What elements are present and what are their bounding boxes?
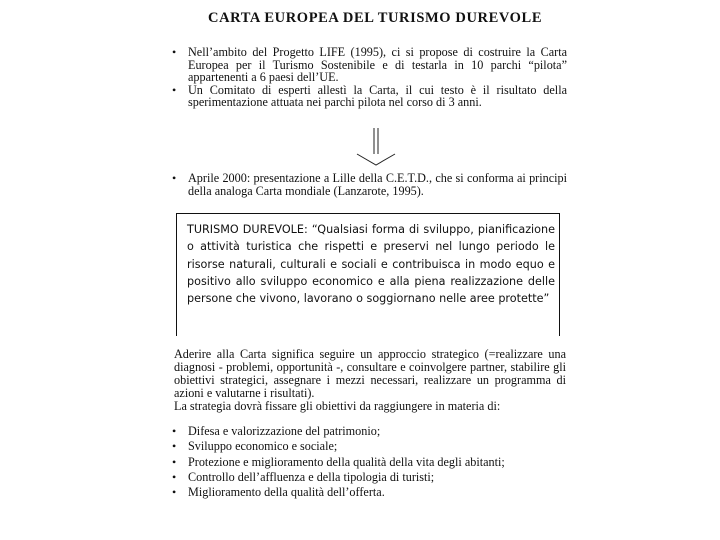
definition-box: TURISMO DUREVOLE: “Qualsiasi forma di sviluppo, pianificazione o attività turistica che rispetti e preservi nel lungo periodo le risorse naturali, culturali e sociali e contribuisca in modo equo e positivo allo sviluppo economico e alla piena realizzazione delle persone che vivono, lavorano o soggiornano nelle aree protette” <box>176 213 560 336</box>
objectives-list <box>172 424 567 500</box>
list-item: • Difesa e valorizzazione del patrimonio; <box>172 424 567 439</box>
strategy-intro: La strategia dovrà fissare gli obiettivi da raggiungere in materia di: <box>174 398 501 413</box>
presentation-bullet-list <box>172 172 567 197</box>
strategy-text: Aderire alla Carta significa seguire un approccio strategico (=realizzare una diagnosi - problemi, opportunità -, consultare e coinvolgere partner, stabilire gli obiettivi strategici, assegnare i mezzi necessari, realizzare un programma di azioni e valutarne i risultati). <box>174 347 566 400</box>
list-item: • Miglioramento della qualità dell’offerta. <box>172 485 567 500</box>
strategy-paragraph <box>174 348 566 413</box>
list-item: • Sviluppo economico e sociale; <box>172 439 567 454</box>
list-item: • Aprile 2000: presentazione a Lille della C.E.T.D., che si conforma ai principi della analoga Carta mondiale (Lanzarote, 1995). <box>172 172 567 197</box>
down-arrow-icon <box>355 128 397 170</box>
document-title: CARTA EUROPEA DEL TURISMO DUREVOLE <box>208 10 543 26</box>
intro-bullet-list <box>172 46 567 109</box>
list-item: • Nell’ambito del Progetto LIFE (1995), ci si propose di costruire la Carta Europea per il Turismo Sostenibile e di testarla in 10 parchi “pilota” appartenenti a 6 paesi dell’UE. <box>172 46 567 84</box>
list-item: • Protezione e miglioramento della qualità della vita degli abitanti; <box>172 455 567 470</box>
list-item: • Un Comitato di esperti allestì la Carta, il cui testo è il risultato della sperimentazione attuata nei parchi pilota nel corso di 3 anni. <box>172 84 567 109</box>
list-item: • Controllo dell’affluenza e della tipologia di turisti; <box>172 470 567 485</box>
